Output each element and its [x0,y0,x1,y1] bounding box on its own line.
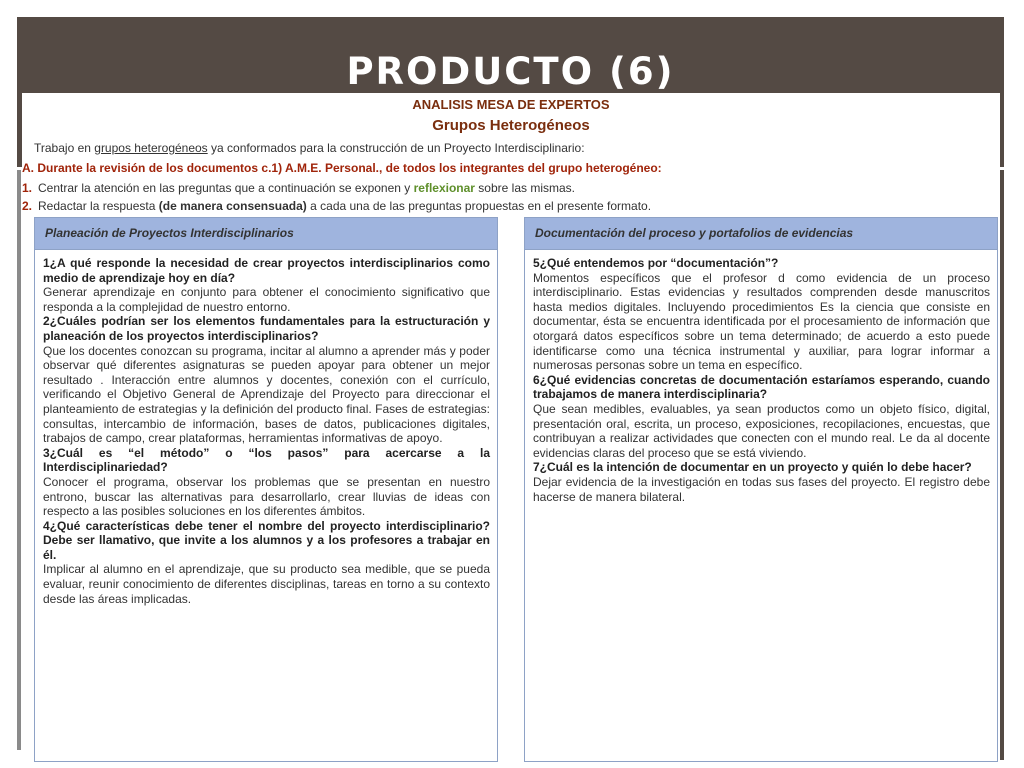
intro-underlined: grupos heterogéneos [94,141,208,155]
question: 1¿A qué responde la necesidad de crear proyectos interdisciplinarios como medio de aprendizaje hoy en día? [43,256,490,285]
step-1 [22,181,1000,195]
step-number: 1. [22,181,33,195]
document-image [22,93,1000,765]
answer: Que sean medibles, evaluables, ya sean productos como un objeto físico, digital, presentación oral, escrita, un proceso, exposiciones, recopilaciones, encuestas, que contribuyan a realizar actividades que conecten con el mundo real. Le da al docente evidencias claras del proceso que se está viviendo. [533,401,990,460]
step-bold: (de manera consensuada) [158,199,307,213]
documentation-column [524,217,998,762]
planning-column [34,217,498,762]
step-number: 2. [22,199,33,213]
answer: Que los docentes conozcan su programa, incitar al alumno a aprender más y poder observar qué diferentes asignaturas se pueden apoyar para obtener un mejor resultado . Interacción entre alumnos y docentes, conexión con el currículo, verificando el Objetivo General de Aprendizaje del Proyecto para direccionar el planteamiento de estrategias y la definición del producto final. Fases de estrategias: consultas, intercambio de información, bases de datos, publicaciones digitales, trabajos de campo, crear plataformas, herramientas informativas de apoyo. [43,343,490,446]
answer: Dejar evidencia de la investigación en todas sus fases del proyecto. El registro debe hacerse de manera bilateral. [533,474,990,504]
step-text-before: Redactar la respuesta [38,199,159,213]
planning-column-header: Planeación de Proyectos Interdisciplinarios [35,218,497,250]
document-heading: ANALISIS MESA DE EXPERTOS [412,97,610,112]
step-2 [22,199,1000,213]
answer: Momentos específicos que el profesor d como evidencia de un proceso interdisciplinario. Estas evidencias y resultados comprenden desde manuscritos hasta medios digitales. Incluyendo procedimientos Es la ciencia que consiste en documentar, ésta se encuentra identificada por el procesamiento de información que otorgará datos específicos sobre un tema determinado; de acuerdo a esto puede identificarse como una técnica instrumental y auxiliar, para lograr informar a numerosas personas sobre un tema en específico. [533,270,990,373]
intro-line [34,141,994,155]
slide-title: PRODUCTO (6) [346,50,675,93]
step-text-after: a cada una de las preguntas propuestas en el presente formato. [306,199,652,213]
intro-before: Trabajo en [34,141,95,155]
instruction-label: A. [22,161,34,175]
documentation-column-body [525,250,997,508]
step-text-before: Centrar la atención en las preguntas que a continuación se exponen y [38,181,414,195]
question: 2¿Cuáles podrían ser los elementos fundamentales para la estructuración y planeación de los proyectos interdisciplinarios? [43,314,490,343]
document-subheading: Grupos Heterogéneos [432,117,590,134]
instruction-text: Durante la revisión de los documentos c.1) A.M.E. Personal., de todos los integrantes del grupo heterogéneo: [37,161,662,175]
question: 7¿Cuál es la intención de documentar en un proyecto y quién lo debe hacer? [533,460,972,475]
step-highlight: reflexionar [413,181,475,195]
step-text-after: sobre las mismas. [474,181,575,195]
question: 5¿Qué entendemos por “documentación”? [533,256,779,270]
question: 4¿Qué características debe tener el nombre del proyecto interdisciplinario? Debe ser llamativo, que invite a los alumnos y a los profesores a trabajar en él. [43,518,490,562]
question: 3¿Cuál es “el método” o “los pasos” para acercarse a la Interdisciplinariedad? [43,445,490,475]
answer: Implicar al alumno en el aprendizaje, que su producto sea medible, que se pueda evaluar, reunir conocimiento de diferentes disciplinas, tareas en torno a su contexto desde las áreas implicadas. [43,562,490,606]
instruction-line [22,161,1000,175]
answer: Conocer el programa, observar los problemas que se presentan en nuestro entrono, buscar las alternativas para desarrollarlo, crear lluvias de ideas con respecto a las posibles soluciones en los diferentes ámbitos. [43,474,490,519]
answer: Generar aprendizaje en conjunto para obtener el conocimiento significativo que responda a la complejidad de nuestro entorno. [43,285,490,314]
slide-left-edge [17,170,21,750]
question: 6¿Qué evidencias concretas de documentación estaríamos esperando, cuando trabajamos de manera interdisciplinaria? [533,372,990,402]
planning-column-body [35,250,497,610]
documentation-column-header: Documentación del proceso y portafolios de evidencias [525,218,997,250]
intro-after: ya conformados para la construcción de un Proyecto Interdisciplinario: [207,141,585,155]
